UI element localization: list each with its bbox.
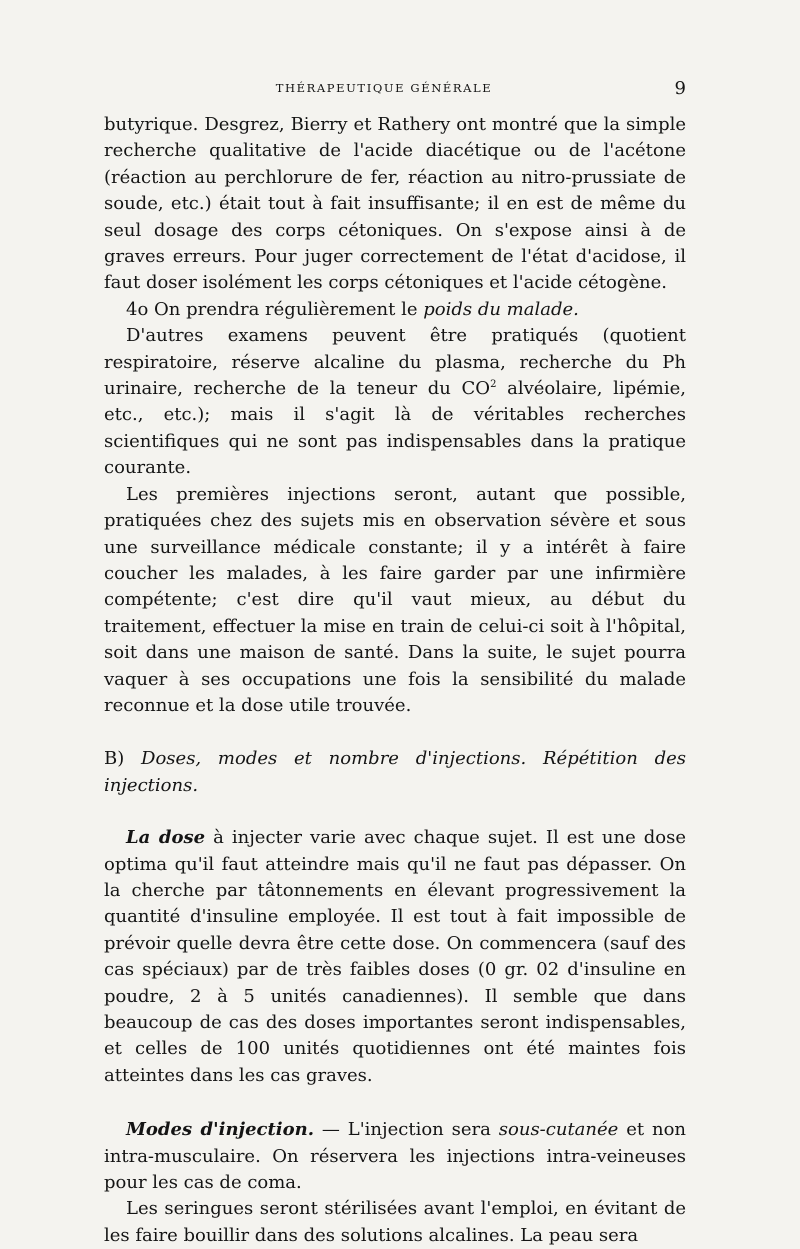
modes-text-cont: et non intra-musculaire. On réservera les injections intra-veineuses pour les cas de coma.	[104, 1119, 686, 1194]
dose-lead: La dose	[126, 827, 206, 849]
modes-lead: Modes d'injection.	[126, 1119, 314, 1141]
co2-superscript: 2	[490, 379, 497, 391]
paragraph-injection-modes	[104, 1117, 686, 1196]
page-body	[104, 112, 686, 1249]
running-title: THÉRAPEUTIQUE GÉNÉRALE	[275, 81, 493, 95]
modes-emphasis: sous-cutanée	[498, 1119, 619, 1141]
weight-text: 4o On prendra régulièrement le	[126, 298, 424, 320]
weight-emphasis: poids du malade.	[423, 298, 579, 320]
page-number: 9	[674, 78, 686, 99]
dose-text: à injecter varie avec chaque sujet. Il est une dose optima qu'il faut atteindre mais qu'il ne faut pas dépasser. On la cherche par tâtonnements en élevant progressivement la quantité d'insuline employée. Il est tout à fait impossible de prévoir quelle devra être cette dose. On commencera (sauf des cas spéciaux) par de très faibles doses (0 gr. 02 d'insuline en poudre, 2 à 5 unités canadiennes). Il semble que dans beaucoup de cas des doses importantes seront indispensables, et celles de 100 unités quotidiennes ont été maintes fois atteintes dans les cas graves.	[104, 827, 687, 1086]
page-header	[104, 78, 686, 100]
paragraph-syringes: Les seringues seront stérilisées avant l'emploi, en évitant de les faire bouillir dans des solutions alcalines. La peau sera	[104, 1198, 686, 1246]
paragraph-other-exams	[104, 323, 686, 481]
paragraph-first-injections: Les premières injections seront, autant que possible, pratiquées chez des sujets mis en observation sévère et sous une surveillance médicale constante; il y a intérêt à faire coucher les malades, à les faire garder par une infirmière compétente; c'est dire qu'il vaut mieux, au début du traitement, effectuer la mise en train de celui-ci soit à l'hôpital, soit dans une maison de santé. Dans la suite, le sujet pourra vaquer à ses occupations une fois la sensibilité du malade reconnue et la dose utile trouvée.	[104, 483, 686, 716]
section-title: Doses, modes et nombre d'injections. Répétition des injections.	[104, 748, 686, 796]
section-number: B)	[104, 748, 125, 770]
other-exams-text-cont: alvéolaire, lipémie, etc., etc.); mais il s'agit là de véritables recherches scientifiques qui ne sont pas indispensables dans la pratique courante.	[104, 378, 686, 479]
paragraph-acidosis: butyrique. Desgrez, Bierry et Rathery ont montré que la simple recherche qualitative de l'acide diacétique ou de l'acétone (réaction au perchlorure de fer, réaction au nitro-prussiate de soude, etc.) était tout à fait insuffisante; il en est de même du seul dosage des corps cétoniques. On s'expose ainsi à de graves erreurs. Pour juger correctement de l'état d'acidose, il faut doser isolément les corps cétoniques et l'acide cétogène.	[104, 114, 686, 294]
modes-text: — L'injection sera	[314, 1119, 499, 1141]
other-exams-text: D'autres examens peuvent être pratiqués (quotient respiratoire, réserve alcaline du plasma, recherche du Ph urinaire, recherche de la teneur du CO	[104, 325, 686, 400]
section-heading-b	[104, 746, 686, 799]
paragraph-dose	[104, 825, 686, 1089]
paragraph-weight	[104, 297, 686, 323]
